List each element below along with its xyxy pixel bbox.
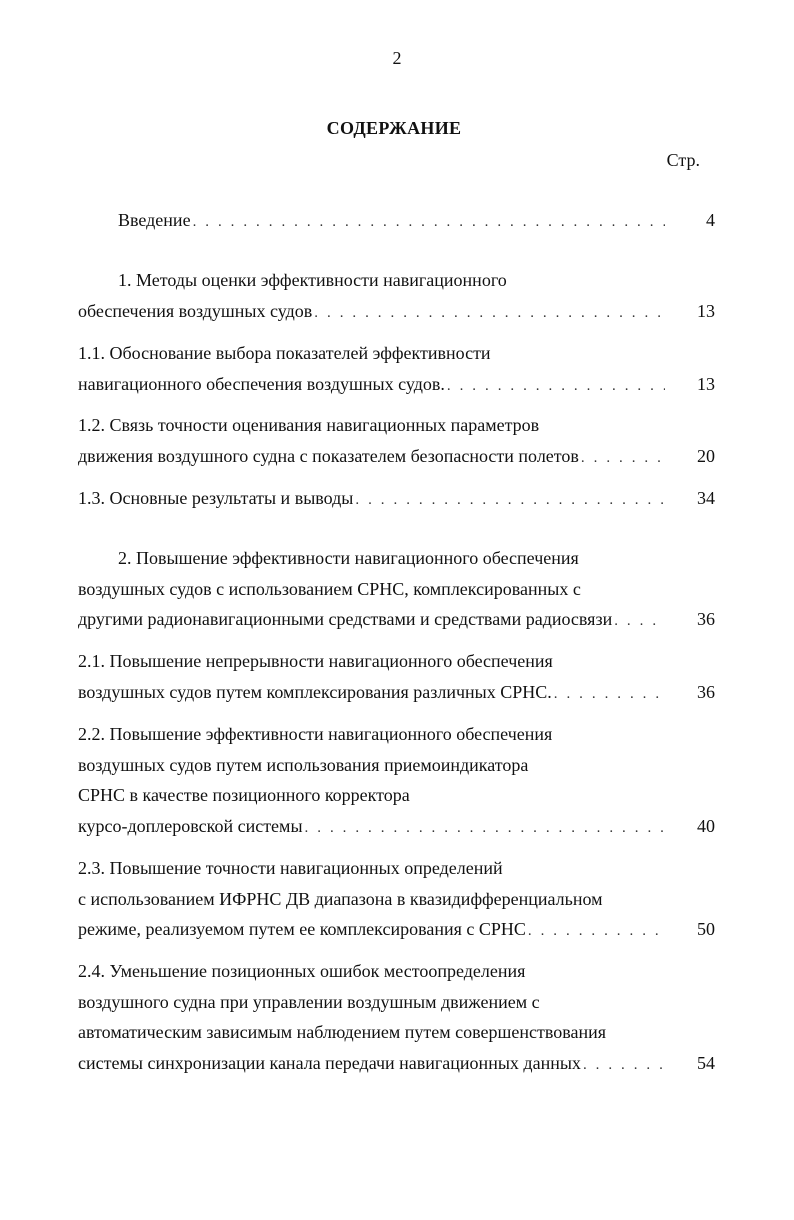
toc-entry-section-2-3 bbox=[78, 853, 715, 945]
toc-entry-line: воздушных судов путем использования приемоиндикатора bbox=[78, 754, 529, 775]
toc-entry-chapter-1 bbox=[78, 265, 715, 326]
toc-leader-dots bbox=[554, 679, 665, 710]
toc-entry-section-2-2 bbox=[78, 719, 715, 841]
toc-entry-line: 2.3. Повышение точности навигационных определений bbox=[78, 858, 503, 878]
toc-entry-section-1-2 bbox=[78, 410, 715, 471]
toc-entry-title: системы синхронизации канала передачи навигационных данных bbox=[78, 1052, 581, 1073]
toc-entry-title: воздушных судов путем комплексирования различных СРНС. bbox=[78, 681, 552, 702]
toc-leader-dots bbox=[314, 298, 665, 329]
toc-entry-line: 1. Методы оценки эффективности навигационного bbox=[118, 270, 507, 290]
toc-entry-title: движения воздушного судна с показателем безопасности полетов bbox=[78, 445, 579, 466]
toc-leader-dots bbox=[528, 916, 665, 947]
toc-entry-line: с использованием ИФРНС ДВ диапазона в квазидифференциальном bbox=[78, 888, 603, 909]
toc-entry-line: 2.1. Повышение непрерывности навигационного обеспечения bbox=[78, 651, 553, 671]
page-title: СОДЕРЖАНИЕ bbox=[326, 118, 462, 138]
toc-page-number: 36 bbox=[697, 681, 715, 702]
toc-leader-dots bbox=[583, 1050, 665, 1081]
toc-page-number: 54 bbox=[697, 1052, 715, 1073]
toc-entry-line: 2.4. Уменьшение позиционных ошибок местоопределения bbox=[78, 961, 526, 981]
toc-leader-dots bbox=[193, 207, 665, 238]
toc-page-number: 20 bbox=[697, 445, 715, 466]
page-column-label: Стр. bbox=[666, 150, 700, 170]
toc-leader-dots bbox=[305, 813, 665, 844]
toc-page-number: 40 bbox=[697, 815, 715, 836]
toc-page-number: 4 bbox=[706, 210, 715, 230]
toc-leader-dots bbox=[581, 443, 665, 474]
toc-entry-line: воздушных судов с использованием СРНС, комплексированных с bbox=[78, 578, 581, 599]
toc-entry-section-1-3 bbox=[78, 483, 715, 514]
toc-entry-line: автоматическим зависимым наблюдением путем совершенствования bbox=[78, 1022, 606, 1042]
toc-leader-dots bbox=[447, 371, 665, 402]
toc-entry-title: обеспечения воздушных судов bbox=[78, 300, 313, 321]
toc-entry-title: режиме, реализуемом путем ее комплексирования с СРНС bbox=[78, 919, 526, 939]
toc-entry-line: 1.1. Обоснование выбора показателей эффективности bbox=[78, 343, 491, 363]
toc-entry-section-2-1 bbox=[78, 646, 715, 707]
toc-page-number: 34 bbox=[697, 488, 715, 508]
toc-entry-title: Введение bbox=[118, 210, 191, 230]
toc-entry-line: СРНС в качестве позиционного корректора bbox=[78, 785, 410, 805]
toc-page-number: 13 bbox=[697, 373, 715, 394]
page-number: 2 bbox=[392, 48, 402, 68]
toc-page-number: 50 bbox=[697, 919, 715, 939]
toc-entry-chapter-2 bbox=[78, 543, 715, 635]
toc-page-number: 36 bbox=[697, 609, 715, 629]
toc-entry-section-2-4 bbox=[78, 956, 715, 1078]
toc-leader-dots bbox=[355, 485, 665, 516]
toc-entry-line: 2. Повышение эффективности навигационного обеспечения bbox=[118, 548, 579, 568]
toc-entry-introduction bbox=[78, 205, 715, 236]
toc-entry-title: курсо-доплеровской системы bbox=[78, 815, 303, 836]
toc-entry-line: 2.2. Повышение эффективности навигационного обеспечения bbox=[78, 724, 553, 744]
toc-entry-title: 1.3. Основные результаты и выводы bbox=[78, 488, 354, 508]
toc-page-number: 13 bbox=[697, 300, 715, 321]
toc-entry-section-1-1 bbox=[78, 338, 715, 399]
toc-entry-line: 1.2. Связь точности оценивания навигационных параметров bbox=[78, 415, 540, 435]
toc-leader-dots bbox=[614, 606, 665, 637]
toc-entry-title: навигационного обеспечения воздушных судов. bbox=[78, 373, 445, 394]
toc-entry-line: воздушного судна при управлении воздушным движением с bbox=[78, 991, 540, 1012]
toc-entry-title: другими радионавигационными средствами и средствами радиосвязи bbox=[78, 609, 613, 629]
